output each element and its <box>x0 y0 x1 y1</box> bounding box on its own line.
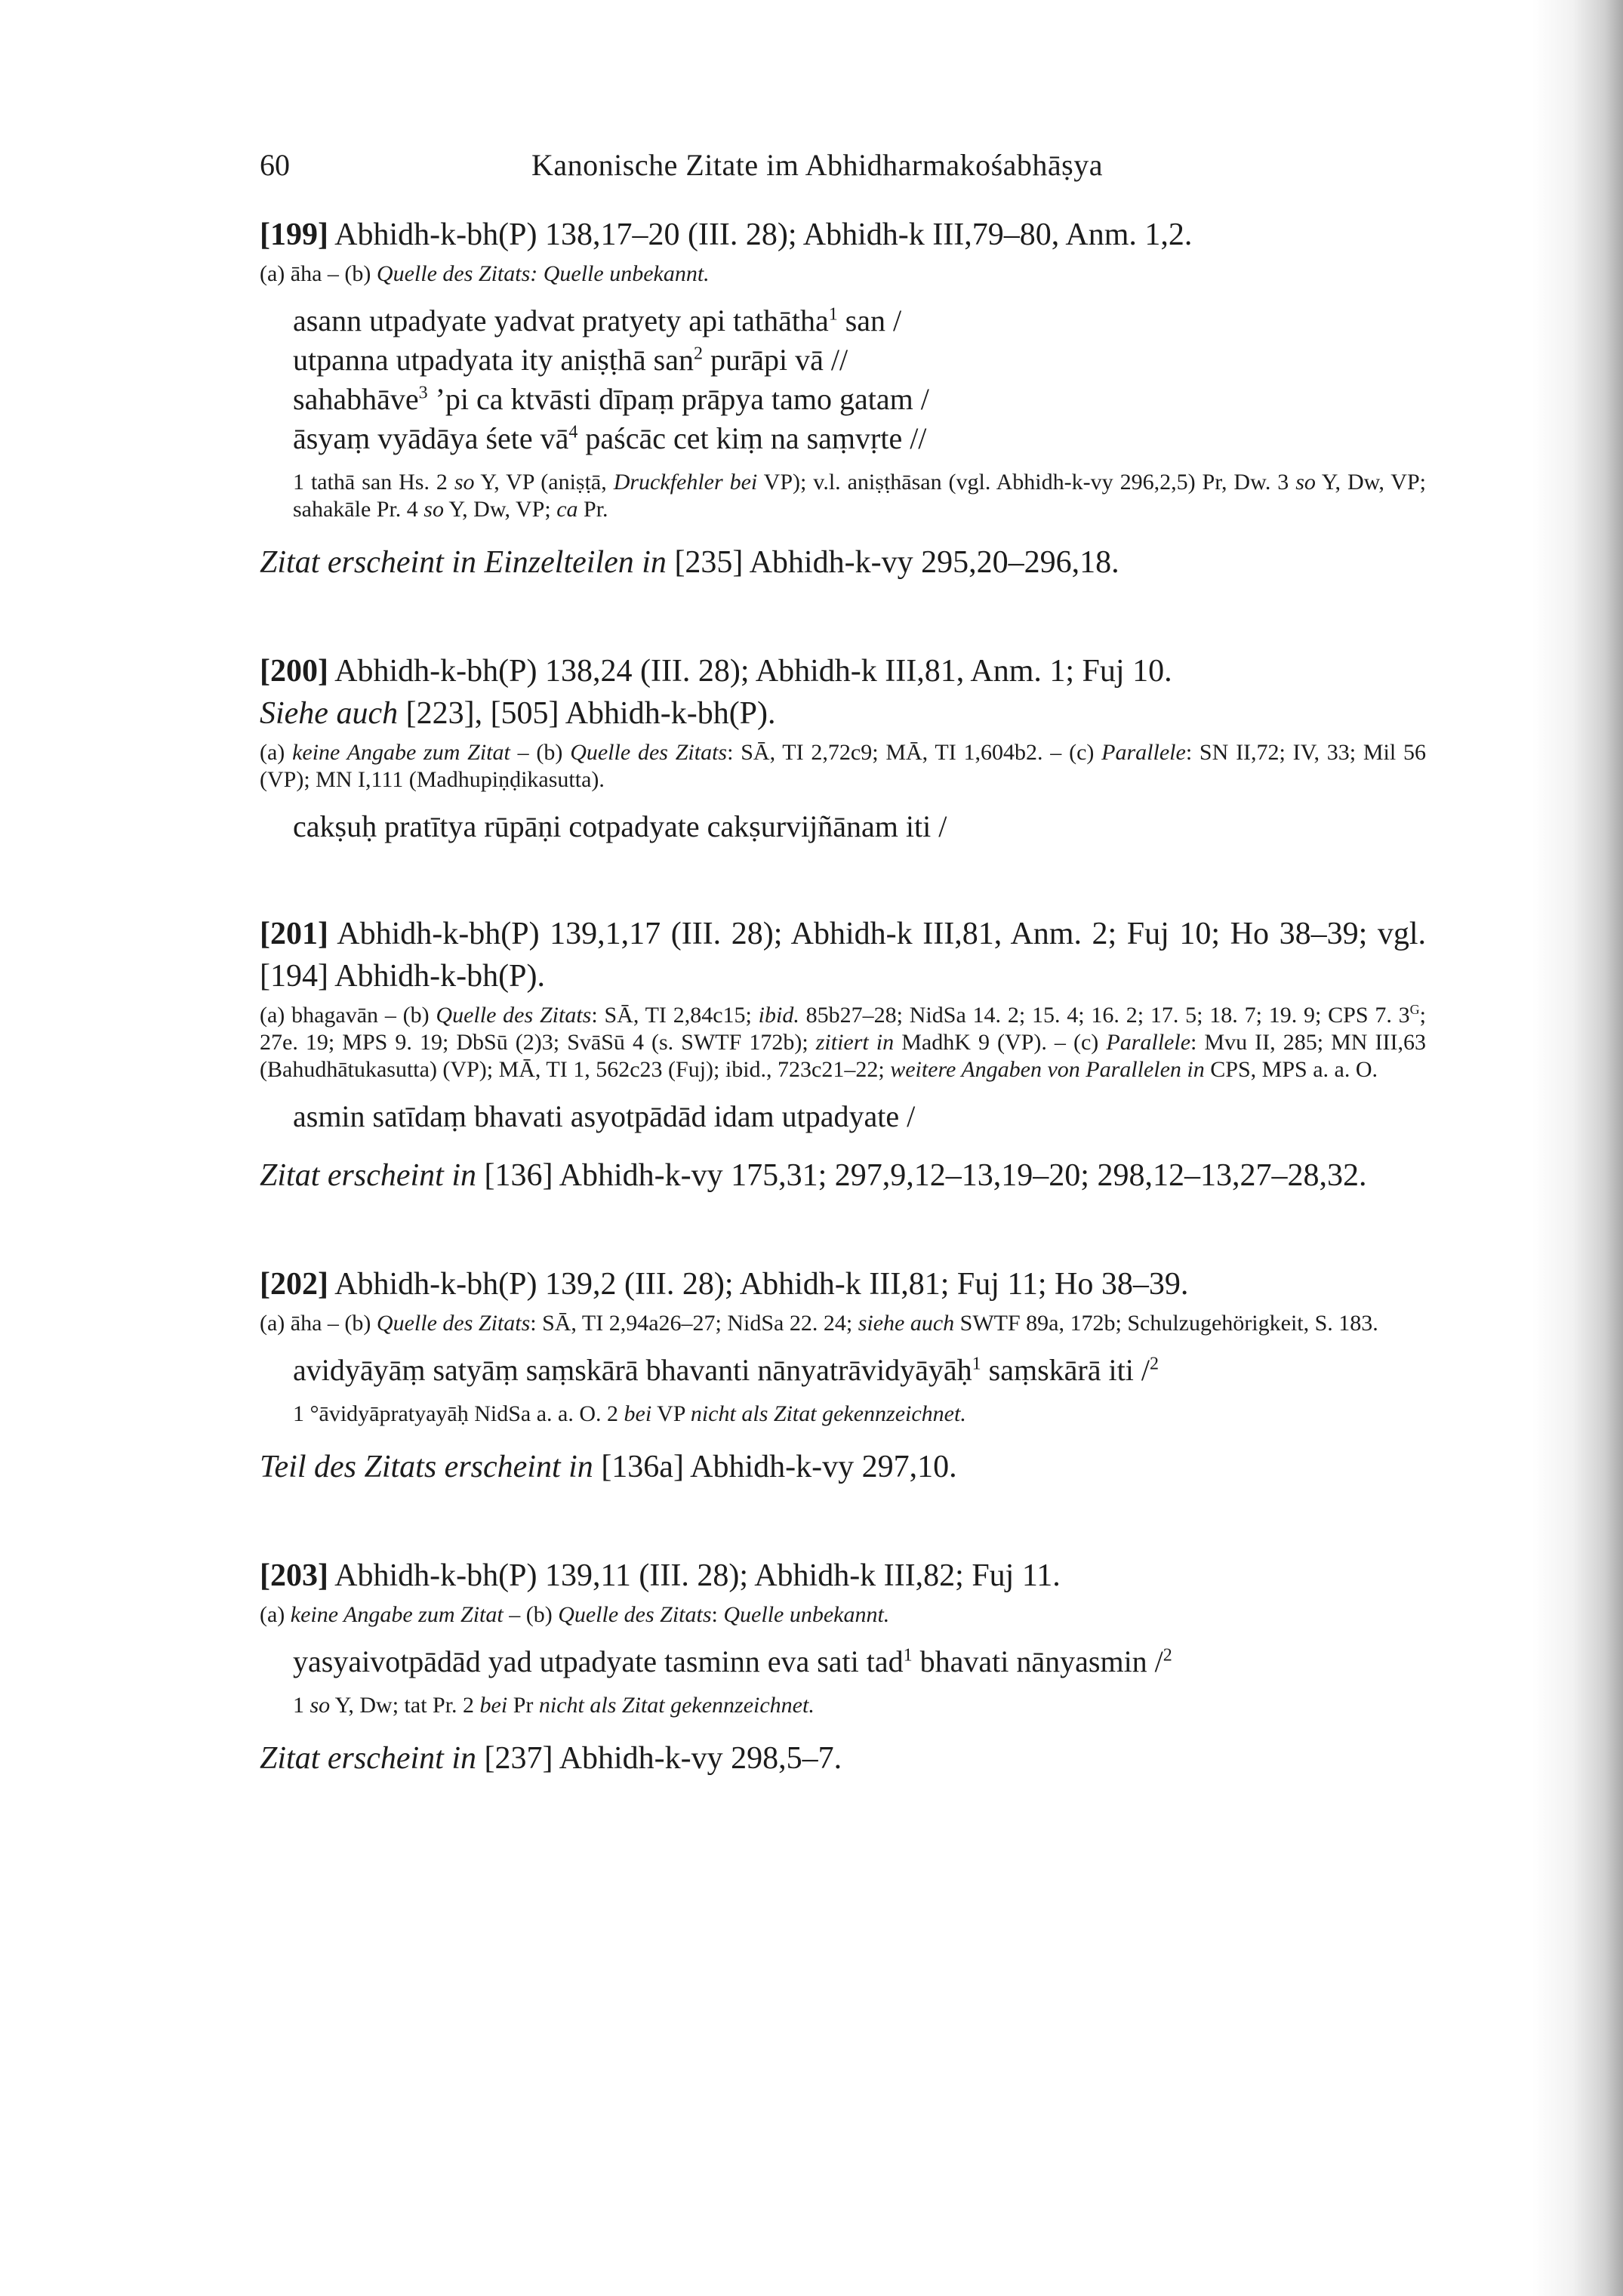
entry-notes: (a) keine Angabe zum Zitat – (b) Quelle des Zitats: SĀ, TI 2,72c9; MĀ, TI 1,604b2. – (c) Parallele: SN II,72; IV, 33; Mil 56 (VP); MN I,111 (Madhupiṇḍikasutta). <box>260 740 1426 792</box>
citation-line: Teil des Zitats erscheint in [136a] Abhidh-k-vy 297,10. <box>260 1450 957 1484</box>
entry-number: [200] <box>260 654 328 689</box>
entry-header <box>260 214 1426 256</box>
entry-number: [202] <box>260 1267 328 1302</box>
entry-number: [199] <box>260 217 328 252</box>
quoted-verse: avidyāyāṃ satyāṃ saṃskārā bhavanti nānyatrāvidyāyāḥ$^1$ saṃskārā iti /$^2$ <box>293 1353 1159 1387</box>
entry-notes: (a) āha – (b) Quelle des Zitats: SĀ, TI 2,94a26–27; NidSa 22. 24; siehe auch SWTF 89a, 172b; Schulzugehörigkeit, S. 183. <box>260 1311 1378 1336</box>
scan-shadow-edge <box>1532 0 1623 2296</box>
footnotes: 1 °āvidyāpratyayāḥ NidSa a. a. O. 2 bei VP nicht als Zitat gekennzeichnet. <box>293 1401 966 1426</box>
page-header <box>260 147 1426 200</box>
footnotes: 1 so Y, Dw; tat Pr. 2 bei Pr nicht als Zitat gekennzeichnet. <box>293 1693 815 1718</box>
entry-header <box>260 913 1426 997</box>
entry-reference: Abhidh-k-bh(P) 138,24 (III. 28); Abhidh-k III,81, Anm. 1; Fuj 10. <box>334 654 1172 689</box>
entry-header: [200] Abhidh-k-bh(P) 138,24 (III. 28); Abhidh-k III,81, Anm. 1; Fuj 10. Siehe auch [223], [505] Abhidh-k-bh(P). <box>260 654 1172 731</box>
entry-reference: Abhidh-k-bh(P) 139,1,17 (III. 28); Abhidh-k III,81, Anm. 2; Fuj 10; Ho 38–39; vgl. [194] Abhidh-k-bh(P). <box>260 917 1426 994</box>
entry-notes: (a) āha – (b) Quelle des Zitats: Quelle unbekannt. <box>260 261 710 286</box>
quoted-verse: cakṣuḥ pratītya rūpāṇi cotpadyate cakṣurvijñānam iti / <box>293 809 947 843</box>
entry-199 <box>260 214 1426 584</box>
page-number: 60 <box>260 148 290 182</box>
quoted-verse: asmin satīdaṃ bhavati asyotpādād idam utpadyate / <box>293 1099 916 1133</box>
citation-line: Zitat erscheint in [237] Abhidh-k-vy 298,5–7. <box>260 1741 842 1776</box>
quoted-verse: asann utpadyate yadvat pratyety api tathātha$^1$ san / utpanna utpadyata ity aniṣṭhā san$^2$ purāpi vā // sahabhāve$^3$ ’pi ca ktvāsti dīpaṃ prāpya tamo gatam / āsyaṃ vyādāya śete $vā^4$ paścāc cet kiṃ na saṃvṛte // <box>293 304 929 455</box>
entry-notes: (a) bhagavān – (b) Quelle des Zitats: SĀ, TI 2,84c15; ibid. 85b27–28; NidSa 14. 2; 15. 4; 16. 2; 17. 5; 18. 7; 19. 9; CPS 7. $3^G$; 27e. 19; MPS 9. 19; DbSū (2)3; SvāSū 4 (s. SWTF 172b); zitiert in MadhK 9 (VP). – (c) Parallele: Mvu II, 285; MN III,63 (Bahudhātukasutta) (VP); MĀ, TI 1, 562c23 (Fuj); ibid., 723c21–22; weitere Angaben von Parallelen in CPS, MPS a. a. O. <box>260 1002 1427 1082</box>
entry-notes: (a) keine Angabe zum Zitat – (b) Quelle des Zitats: Quelle unbekannt. <box>260 1602 890 1627</box>
entry-number: [203] <box>260 1558 328 1593</box>
entry-header <box>260 1263 1426 1305</box>
entry-number: [201] <box>260 917 328 951</box>
entry-reference: Abhidh-k-bh(P) 139,2 (III. 28); Abhidh-k III,81; Fuj 11; Ho 38–39. <box>334 1267 1189 1302</box>
quoted-verse: yasyaivotpādād yad utpadyate tasminn eva sati tad$^1$ bhavati nānyasmin /$^2$ <box>293 1644 1172 1678</box>
entry-203 <box>260 1555 1426 1780</box>
entry-reference: Abhidh-k-bh(P) 139,11 (III. 28); Abhidh-k III,82; Fuj 11. <box>334 1558 1061 1593</box>
citation-line: Zitat erscheint in [136] Abhidh-k-vy 175,31; 297,9,12–13,19–20; 298,12–13,27–28,32. <box>260 1158 1367 1193</box>
entry-header <box>260 1555 1426 1597</box>
page-content <box>260 147 1426 1780</box>
entry-202 <box>260 1263 1426 1488</box>
entry-201 <box>260 913 1426 1197</box>
footnotes: 1 tathā san Hs. 2 so Y, VP (aniṣṭā, Druckfehler bei VP); v.l. aniṣṭhāsan (vgl. Abhidh-k-vy 296,2,5) Pr, Dw. 3 so Y, Dw, VP; sahakāle Pr. 4 so Y, Dw, VP; ca Pr. <box>293 470 1426 522</box>
entry-reference: Abhidh-k-bh(P) 138,17–20 (III. 28); Abhidh-k III,79–80, Anm. 1,2. <box>334 217 1193 252</box>
citation-line: Zitat erscheint in Einzelteilen in [235] Abhidh-k-vy 295,20–296,18. <box>260 545 1119 580</box>
entry-200 <box>260 650 1426 846</box>
running-title: Kanonische Zitate im Abhidharmakośabhāṣya <box>531 148 1103 182</box>
